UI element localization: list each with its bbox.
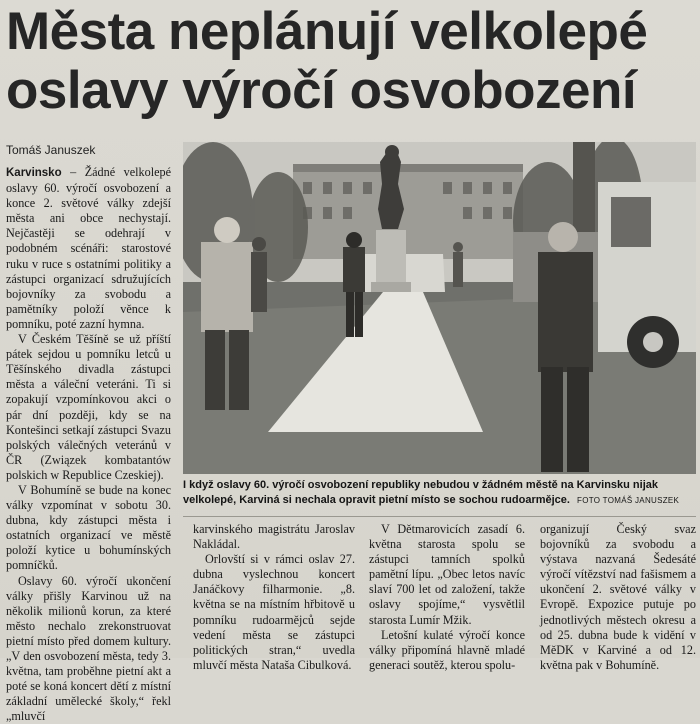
paragraph-orlova: Orlovští si v rámci oslav 27. dubna vyslechnou koncert Janáčkovy filharmonie. „8. května se na místním hřbitově u pomníku rudoarmějců sejde vedení města se zástupci politických stran,“ uvedla mluvčí města Nataša Cibulková. (193, 552, 355, 672)
bottom-column-1 (193, 522, 355, 673)
bottom-column-3 (540, 522, 696, 673)
left-column (6, 165, 171, 724)
headline-line-2: oslavy výročí osvobození (6, 61, 637, 120)
paragraph-continuation: karvinského magistrátu Jaroslav Nakládal. (193, 522, 355, 552)
bottom-column-2 (369, 522, 525, 673)
paragraph-karvina: Oslavy 60. výročí ukončení války přišly Karvinou už na několik milionů korun, za které město nechalo zrekonstruovat pietní místo před domem kultury. „V den osvobození města, tedy 3. května, tam proběhne pietní akt a poté se koná koncert dětí z místní základní umělecké školy,“ řekl „mluvčí (6, 573, 171, 724)
caption-divider (183, 516, 696, 517)
news-photo (183, 142, 696, 474)
paragraph-cesky-tesin: V Českém Těšíně se už příští pátek sejdou u pomníku letců u Těšínského divadla zástupci města a váleční veteráni. Ti si zopakují vzpomínkovou akci o pár dní později, kdy se na Kontešinci setkají zástupci Svazu polských válečných veteránů v ČR (Związek kombatantów polskich w Republice Czeskiej). (6, 332, 171, 482)
paragraph-bohumin: V Bohumíně se bude na konec války vzpomínat v sobotu 30. dubna, kdy zástupci města i ostatních organizací ve městě položí kytice u bohumínských pomníčků. (6, 482, 171, 573)
headline (6, 2, 696, 120)
paragraph-vystava: organizují Český svaz bojovníků za svobodu a výstava nazvaná Šedesáté výročí vítězství nad fašismem a ukončení 2. světové války v Evropě. Expozice putuje po jednotlivých městech okresu a od 25. dubna bude k vidění v MěDK v Karviné a od 12. května pak v Bohumíně. (540, 522, 696, 672)
paragraph-soutez: Letošní kulaté výročí konce války připomíná hlavně mladé generaci soutěž, kterou spolu- (369, 627, 525, 672)
byline: Tomáš Januszek (6, 143, 96, 157)
photo-credit: FOTO TOMÁŠ JANUSZEK (577, 496, 680, 505)
caption-text: I když oslavy 60. výročí osvobození republiky nebudou v žádném městě na Karvinsku nijak velkolepé, Karviná si nechala opravit pietní místo se sochou rudoarmějce. (183, 479, 658, 506)
paragraph-detmarovice: V Dětmarovicích zasadí 6. května starosta spolu se zástupci tamních spolků pamětní lípu. „Obec letos navíc slaví 700 let od založení, takže oslavy spojíme,“ vysvětlil starosta Lumír Mžik. (369, 522, 525, 627)
lead-paragraph: Karvinsko – Žádné velkolepé oslavy 60. výročí osvobození a konce 2. světové války zdejší města ani obce nechystají. Nejčastěji se odehrají v podobném scénáři: starostové ruku v ruce s ostatními politiky a zástupci organizací sdružujících bojovníky za svobodu a pamětníky položí věnce k pomníku, poté zazní hymna. (6, 165, 172, 331)
lead-text: Žádné velkolepé oslavy 60. výročí osvobození a konce 2. světové války zdejší města ani obce nechystají. Nejčastěji se odehrají v podobném scénáři: starostové ruku v ruce s ostatními politiky a zástupci organizací sdružujících bojovníky za svobodu a pamětníky položí věnce k pomníku, poté zazní hymna. (6, 165, 172, 331)
photo-caption (183, 478, 696, 508)
headline-line-1: Města neplánují velkolepé (6, 2, 648, 61)
place-label: Karvinsko (6, 167, 62, 179)
